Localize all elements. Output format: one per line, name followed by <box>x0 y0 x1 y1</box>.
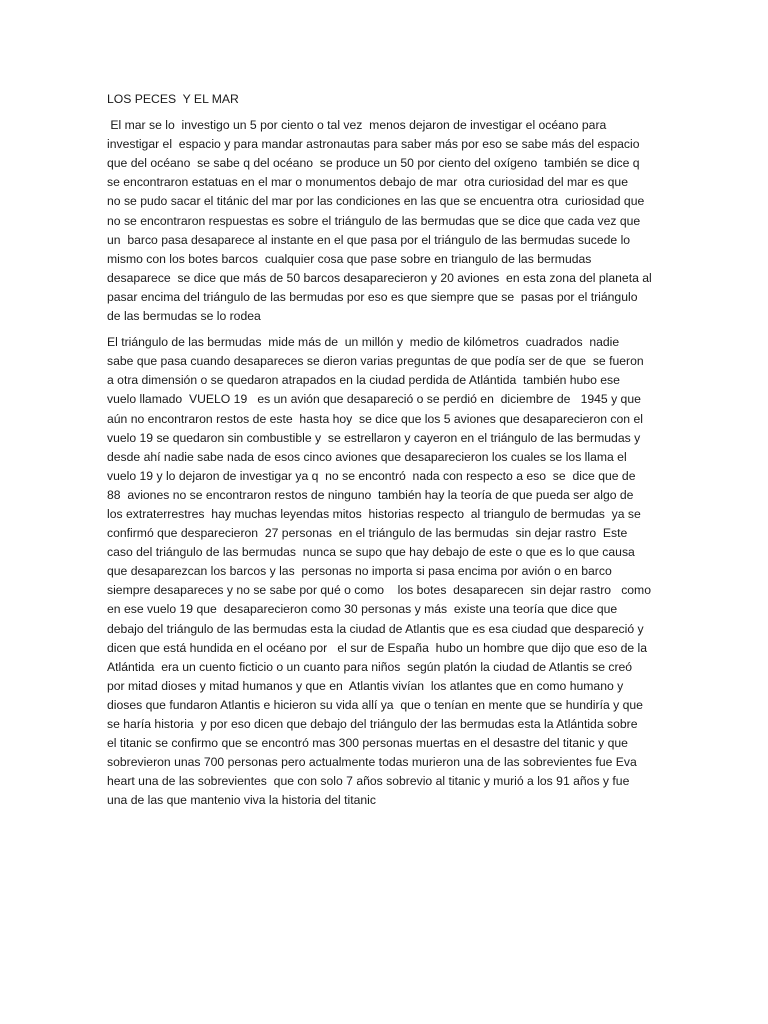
text-line: vuelo 19 y lo dejaron de investigar ya q no se encontró nada con respecto a eso se dice que de <box>107 468 636 483</box>
text-line: no se pudo sacar el titánic del mar por las condiciones en las que se encuentra otra curiosidad que <box>107 194 645 209</box>
text-line: debajo del triángulo de las bermudas esta la ciudad de Atlantis que es esa ciudad que despareció y <box>107 621 644 636</box>
text-line: heart una de las sobrevientes que con solo 7 años sobrevio al titanic y murió a los 91 años y fue <box>107 774 630 789</box>
text-line: a otra dimensión o se quedaron atrapados en la ciudad perdida de Atlántida también hubo ese <box>107 373 620 388</box>
text-line: de las bermudas se lo rodea <box>107 309 261 324</box>
text-line: dicen que está hundida en el océano por el sur de España hubo un hombre que dijo que eso de la <box>107 640 648 655</box>
text-line: El mar se lo investigo un 5 por ciento o tal vez menos dejaron de investigar el océano para <box>107 118 607 133</box>
text-line: vuelo llamado VUELO 19 es un avión que desapareció o se perdió en diciembre de 1945 y que <box>107 392 641 407</box>
text-line: el titanic se confirmo que se encontró mas 300 personas muertas en el desastre del titanic y que <box>107 736 628 751</box>
text-line: por mitad dioses y mitad humanos y que en Atlantis vivían los atlantes que en como humano y <box>107 678 624 693</box>
text-line: desaparece se dice que más de 50 barcos desaparecieron y 20 aviones en esta zona del planeta al <box>107 270 652 285</box>
text-line: 88 aviones no se encontraron restos de ninguno también hay la teoría de que pueda ser algo de <box>107 487 634 502</box>
text-line: caso del triángulo de las bermudas nunca se supo que hay debajo de este o que es lo que causa <box>107 545 635 560</box>
paragraphs-container <box>107 116 662 810</box>
text-line: sabe que pasa cuando desapareces se dieron varias preguntas de que podía ser de que se fueron <box>107 354 644 369</box>
paragraph <box>107 333 662 810</box>
text-line: aún no encontraron restos de este hasta hoy se dice que los 5 aviones que desaparecieron con el <box>107 411 643 426</box>
text-line: se encontraron estatuas en el mar o monumentos debajo de mar otra curiosidad del mar es que <box>107 175 628 190</box>
text-line: desde ahí nadie sabe nada de esos cinco aviones que desaparecieron los cuales se los llama el <box>107 449 627 464</box>
text-line: los extraterrestres hay muchas leyendas mitos historias respecto al triangulo de bermudas ya se <box>107 506 641 521</box>
text-line: mismo con los botes barcos cualquier cosa que pase sobre en triangulo de las bermudas <box>107 251 592 266</box>
text-line: El triángulo de las bermudas mide más de un millón y medio de kilómetros cuadrados nadie <box>107 335 620 350</box>
text-line: confirmó que desparecieron 27 personas en el triángulo de las bermudas sin dejar rastro Este <box>107 526 628 541</box>
text-line: una de las que mantenio viva la historia del titanic <box>107 793 376 808</box>
text-line: vuelo 19 se quedaron sin combustible y se estrellaron y cayeron en el triángulo de las bermudas y <box>107 430 641 445</box>
text-line: sobrevieron unas 700 personas pero actualmente todas murieron una de las sobrevientes fue Eva <box>107 755 637 770</box>
text-line: en ese vuelo 19 que desaparecieron como 30 personas y más existe una teoría que dice que <box>107 602 618 617</box>
text-line: dioses que fundaron Atlantis e hicieron su vida allí ya que o tenían en mente que se hundiría y que <box>107 697 643 712</box>
text-line: pasar encima del triángulo de las bermudas por eso es que siempre que se pasas por el triángulo <box>107 289 638 304</box>
text-line: no se encontraron respuestas es sobre el triángulo de las bermudas que se dice que cada vez que <box>107 213 641 228</box>
document-body <box>107 90 662 817</box>
text-line: Atlántida era un cuento ficticio o un cuanto para niños según platón la ciudad de Atlantis se creó <box>107 659 633 674</box>
text-line: se haría historia y por eso dicen que debajo del triángulo der las bermudas esta la Atlántida sobre <box>107 717 638 731</box>
paragraph <box>107 116 662 326</box>
document-title: LOS PECES Y EL MAR <box>107 92 239 106</box>
text-line: que desaparezcan los barcos y las personas no importa si pasa encima por avión o en barco <box>107 564 612 579</box>
text-line: siempre desapareces y no se sabe por qué o como los botes desaparecen sin dejar rastro como <box>107 583 651 598</box>
text-line: que del océano se sabe q del océano se produce un 50 por ciento del oxígeno también se dice q <box>107 156 640 171</box>
text-line: un barco pasa desaparece al instante en el que pasa por el triángulo de las bermudas sucede lo <box>107 232 631 247</box>
text-line: investigar el espacio y para mandar astronautas para saber más por eso se sabe más del espacio <box>107 137 640 152</box>
